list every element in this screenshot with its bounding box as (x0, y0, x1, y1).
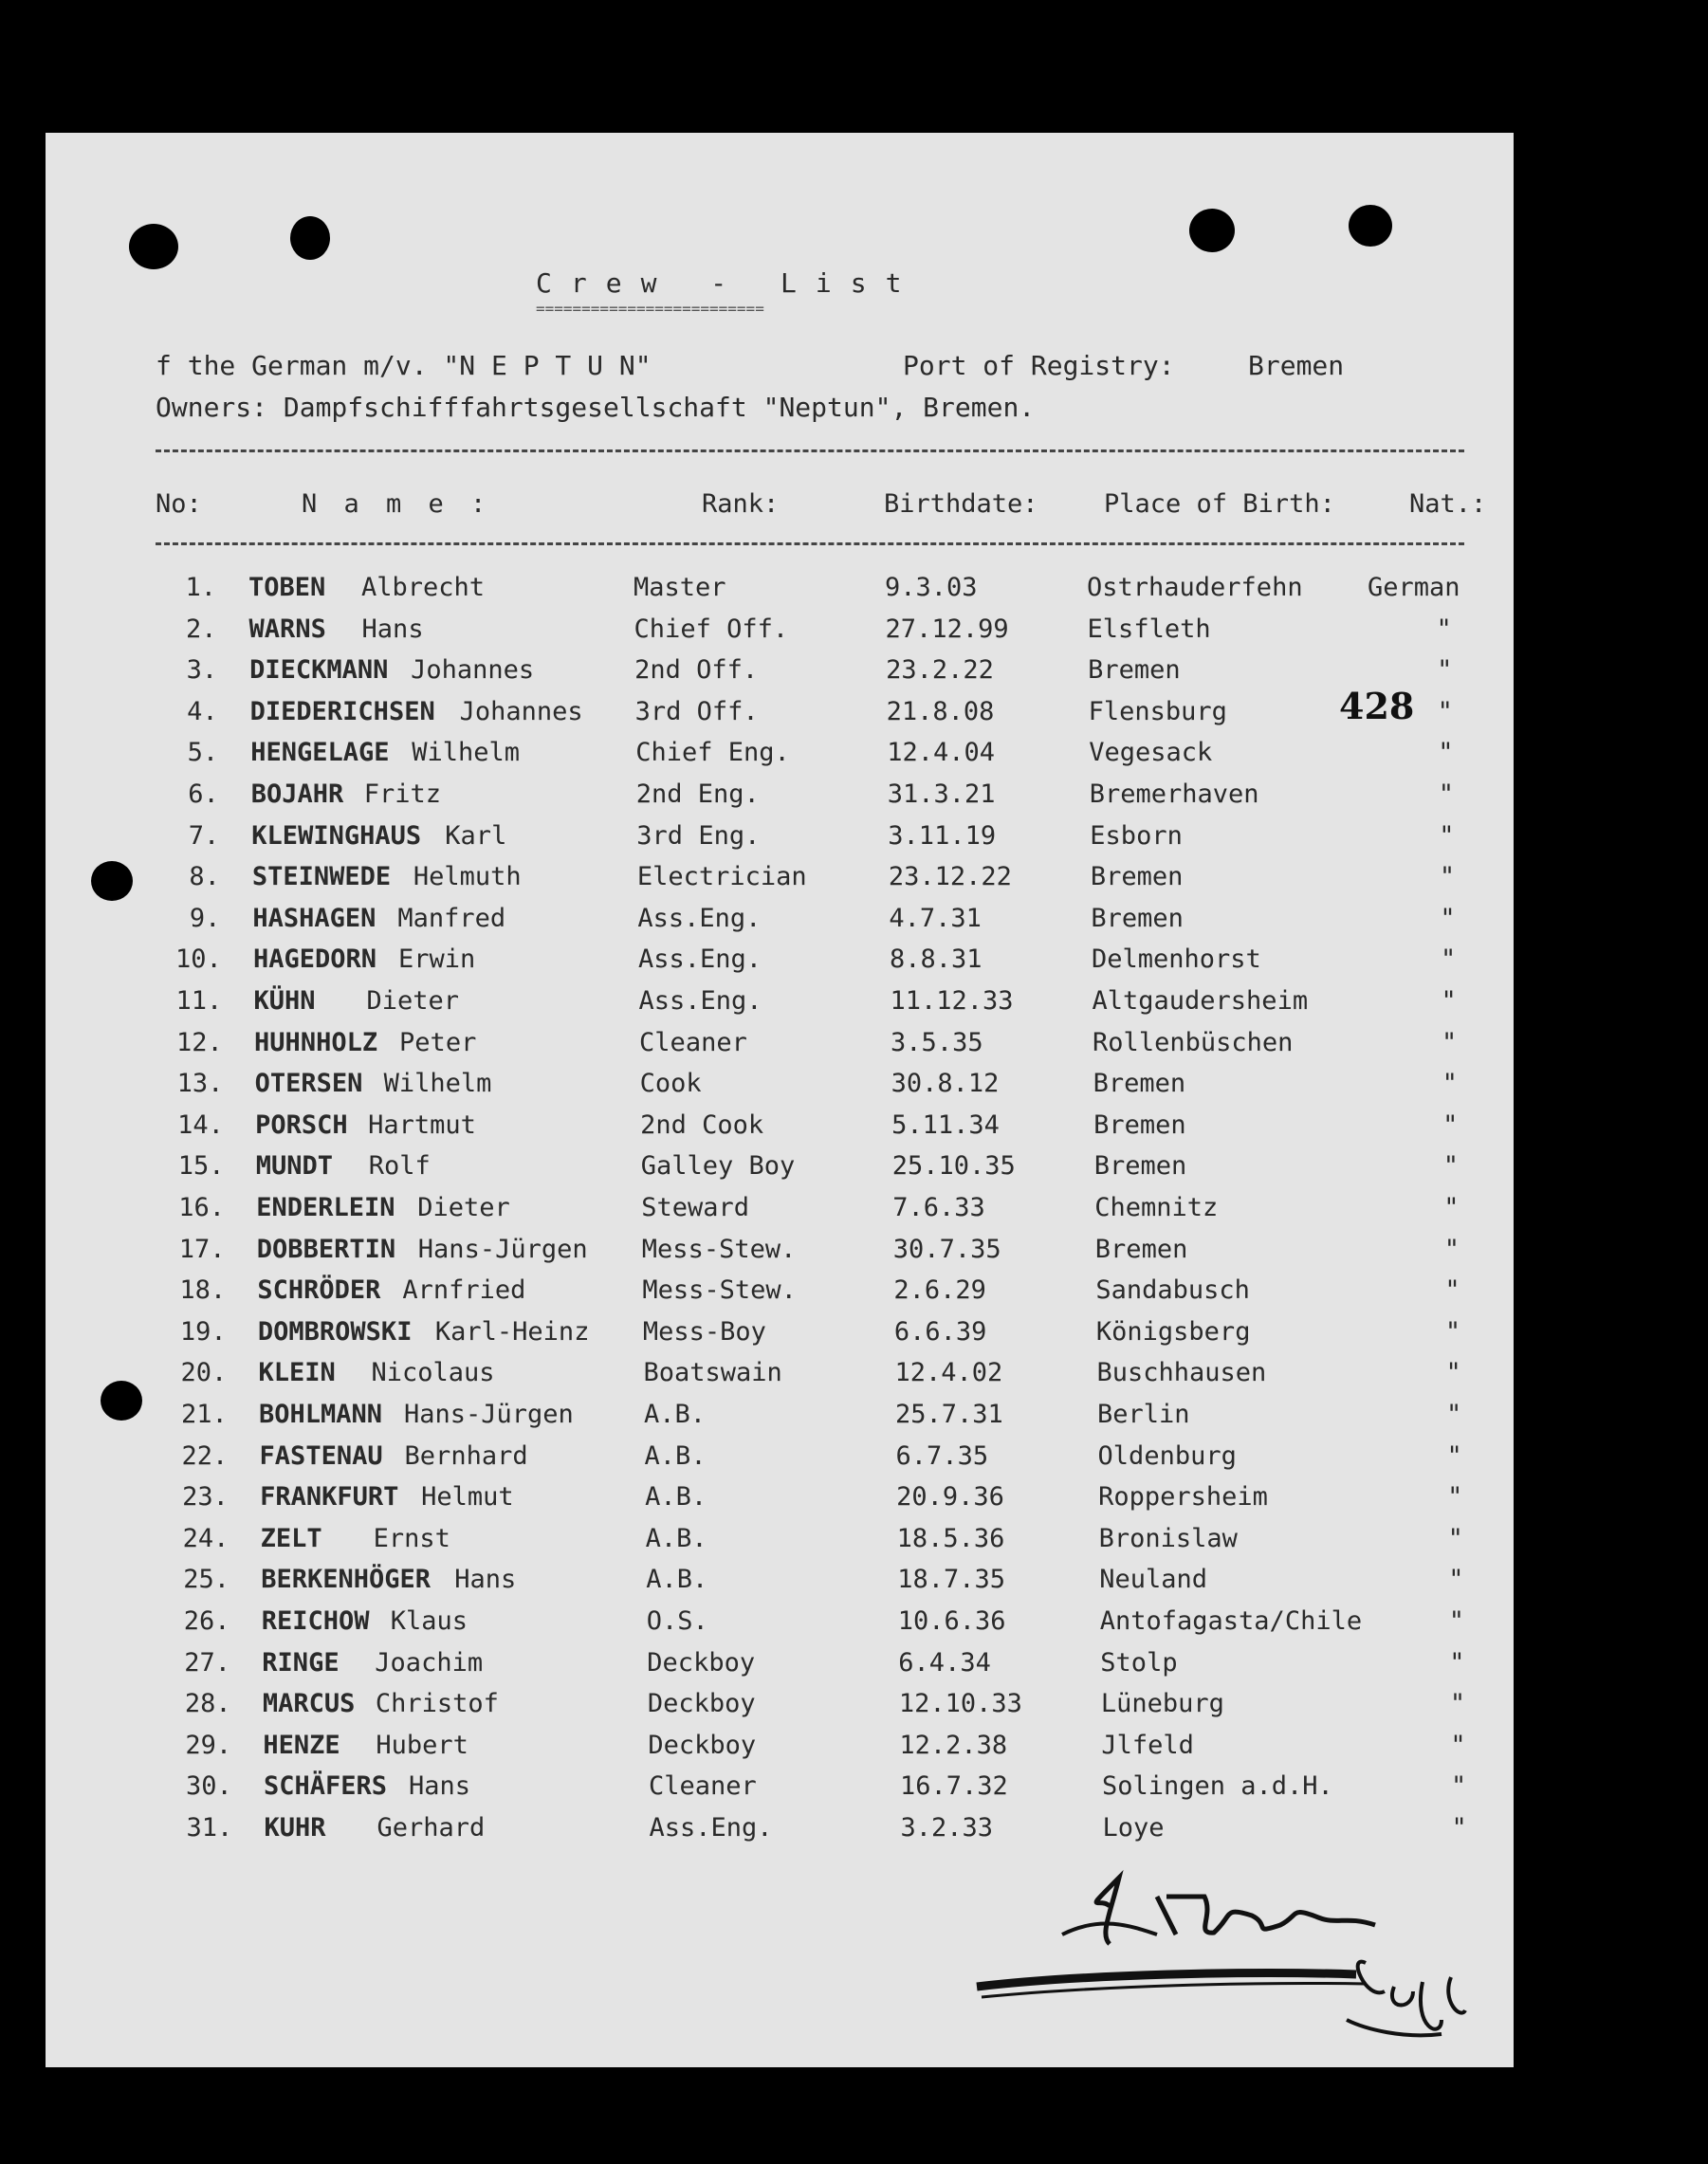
crew-surname: HENZE (263, 1730, 340, 1760)
row-number: 17. (178, 1234, 226, 1264)
crew-rank: 2nd Off. (634, 655, 759, 686)
row-number: 22. (181, 1440, 229, 1471)
crew-place-of-birth: Stolp (1100, 1647, 1178, 1678)
row-number: 23. (182, 1482, 229, 1513)
crew-place-of-birth: Bremerhaven (1089, 779, 1259, 809)
crew-birthdate: 5.11.34 (891, 1110, 1000, 1140)
crew-rank: Mess-Stew. (642, 1275, 797, 1306)
crew-surname: HENGELAGE (250, 738, 390, 768)
table-row (0, 904, 1708, 945)
crew-given-name: Christof (375, 1689, 499, 1719)
table-row (0, 697, 1708, 739)
table-row (0, 573, 1708, 614)
crew-birthdate: 9.3.03 (885, 573, 978, 602)
crew-birthdate: 23.12.22 (888, 862, 1012, 892)
table-row (0, 1275, 1708, 1317)
crew-birthdate: 30.8.12 (891, 1069, 1000, 1099)
crew-place-of-birth: Esborn (1090, 820, 1183, 851)
crew-rank: A.B. (644, 1400, 707, 1429)
crew-rank: Cook (639, 1069, 702, 1099)
crew-birthdate: 12.4.04 (887, 738, 995, 768)
row-number: 15. (177, 1151, 225, 1182)
crew-given-name: Johannes (411, 655, 535, 686)
crew-birthdate: 6.4.34 (898, 1647, 991, 1678)
vessel-line: f the German m/v. "N E P T U N" (156, 350, 652, 381)
crew-given-name: Gerhard (376, 1813, 486, 1843)
crew-birthdate: 3.5.35 (891, 1027, 983, 1057)
crew-given-name: Hans-Jürgen (417, 1234, 588, 1264)
crew-surname: BERKENHÖGER (261, 1565, 431, 1595)
column-header-name: N a m e : (302, 489, 492, 519)
crew-rank: Cleaner (639, 1027, 747, 1057)
crew-given-name: Ernst (373, 1523, 450, 1553)
crew-birthdate: 12.10.33 (898, 1689, 1022, 1719)
crew-birthdate: 25.7.31 (895, 1400, 1003, 1429)
crew-rank: Master (634, 573, 726, 602)
table-row (0, 1441, 1708, 1483)
crew-birthdate: 8.8.31 (889, 944, 983, 975)
crew-nationality: " (1449, 1689, 1466, 1719)
stamp-number: 428 (1339, 685, 1415, 727)
table-row (0, 1648, 1708, 1690)
crew-place-of-birth: Sandabusch (1095, 1275, 1250, 1306)
table-row (0, 614, 1708, 656)
crew-birthdate: 4.7.31 (889, 903, 982, 933)
punch-hole (290, 216, 330, 260)
crew-birthdate: 6.7.35 (895, 1440, 989, 1471)
table-row (0, 821, 1708, 863)
row-number: 13. (176, 1069, 224, 1099)
table-row (0, 1235, 1708, 1276)
crew-surname: OTERSEN (254, 1069, 363, 1099)
crew-given-name: Fritz (363, 779, 442, 809)
crew-place-of-birth: Solingen a.d.H. (1101, 1771, 1333, 1802)
table-row (0, 1731, 1708, 1772)
crew-nationality: " (1448, 1606, 1465, 1636)
table-row (0, 1400, 1708, 1441)
crew-rank: Boatswain (643, 1358, 782, 1388)
row-number: 20. (180, 1358, 228, 1388)
crew-nationality: " (1442, 1110, 1459, 1140)
table-row (0, 1151, 1708, 1193)
table-row (0, 738, 1708, 779)
crew-nationality: " (1442, 1027, 1458, 1057)
crew-birthdate: 27.12.99 (885, 614, 1009, 644)
crew-surname: REICHOW (261, 1606, 370, 1636)
punch-hole (1349, 205, 1392, 247)
document-title: Crew - List (536, 267, 921, 299)
crew-given-name: Hans (361, 614, 424, 644)
table-row (0, 1606, 1708, 1648)
crew-nationality: " (1449, 1647, 1465, 1678)
row-number: 16. (178, 1193, 226, 1222)
table-row (0, 1028, 1708, 1070)
table-row (0, 1689, 1708, 1731)
crew-place-of-birth: Oldenburg (1097, 1440, 1237, 1471)
crew-surname: BOJAHR (250, 779, 344, 809)
crew-rank: Ass.Eng. (638, 986, 762, 1016)
crew-birthdate: 30.7.35 (892, 1234, 1001, 1264)
crew-given-name: Nicolaus (371, 1358, 495, 1388)
crew-rank: O.S. (646, 1606, 708, 1636)
table-row (0, 1813, 1708, 1855)
crew-nationality: " (1447, 1523, 1463, 1553)
crew-nationality: " (1442, 1151, 1459, 1182)
crew-nationality: " (1450, 1730, 1466, 1760)
crew-place-of-birth: Vegesack (1089, 738, 1213, 768)
registry-value: Bremen (1248, 350, 1345, 381)
crew-surname: FASTENAU (259, 1440, 383, 1471)
crew-given-name: Dieter (366, 986, 460, 1016)
crew-place-of-birth: Loye (1102, 1813, 1165, 1843)
crew-birthdate: 3.11.19 (888, 820, 997, 851)
row-number: 14. (177, 1110, 224, 1140)
row-number: 19. (179, 1316, 227, 1347)
crew-place-of-birth: Königsberg (1095, 1316, 1251, 1347)
table-row (0, 1317, 1708, 1359)
crew-place-of-birth: Altgaudersheim (1092, 986, 1309, 1016)
punch-hole (1189, 209, 1235, 252)
crew-place-of-birth: Bronislaw (1098, 1523, 1238, 1553)
crew-nationality: " (1442, 1069, 1458, 1099)
punch-hole (129, 224, 178, 269)
table-row (0, 1193, 1708, 1235)
crew-place-of-birth: Flensburg (1088, 696, 1227, 726)
table-row (0, 1482, 1708, 1524)
divider (156, 449, 1464, 452)
crew-given-name: Rolf (368, 1151, 431, 1182)
table-row (0, 779, 1708, 821)
divider (156, 542, 1464, 545)
table-row (0, 1565, 1708, 1606)
crew-nationality: " (1450, 1771, 1467, 1802)
crew-surname: MARCUS (262, 1689, 356, 1719)
crew-place-of-birth: Jlfeld (1101, 1730, 1194, 1760)
crew-given-name: Helmuth (413, 862, 522, 892)
crew-given-name: Joachim (375, 1647, 484, 1678)
row-number: 29. (185, 1730, 232, 1760)
crew-rank: Ass.Eng. (649, 1813, 773, 1843)
column-header-no: No: (156, 489, 202, 519)
crew-rank: Deckboy (647, 1689, 756, 1719)
crew-place-of-birth: Roppersheim (1098, 1482, 1268, 1513)
crew-nationality: " (1440, 903, 1456, 933)
title-underline: ========================= (536, 300, 764, 318)
crew-birthdate: 6.6.39 (893, 1316, 987, 1347)
row-number: 9. (189, 903, 221, 933)
crew-place-of-birth: Bremen (1093, 1110, 1186, 1140)
crew-given-name: Hans-Jürgen (404, 1400, 574, 1429)
table-row (0, 1110, 1708, 1152)
crew-nationality: " (1438, 738, 1454, 768)
crew-surname: KLEWINGHAUS (251, 820, 422, 851)
registry-label: Port of Registry: (903, 350, 1175, 381)
crew-rank: Ass.Eng. (637, 944, 762, 975)
crew-place-of-birth: Buschhausen (1096, 1358, 1267, 1388)
crew-rank: Galley Boy (640, 1151, 796, 1182)
crew-nationality: " (1447, 1482, 1463, 1513)
crew-place-of-birth: Bremen (1090, 862, 1184, 892)
crew-birthdate: 11.12.33 (890, 986, 1014, 1016)
crew-rank: Deckboy (648, 1730, 757, 1760)
crew-surname: ENDERLEIN (256, 1193, 395, 1222)
column-header-nat: Nat.: (1409, 489, 1487, 519)
crew-given-name: Karl-Heinz (434, 1316, 590, 1347)
crew-birthdate: 21.8.08 (886, 696, 995, 726)
row-number: 31. (186, 1813, 233, 1843)
crew-birthdate: 18.7.35 (897, 1565, 1005, 1595)
crew-rank: Cleaner (648, 1771, 757, 1802)
crew-given-name: Wilhelm (412, 738, 520, 768)
crew-place-of-birth: Elsfleth (1087, 614, 1211, 644)
crew-place-of-birth: Bremen (1094, 1234, 1188, 1264)
table-row (0, 1524, 1708, 1566)
crew-birthdate: 23.2.22 (886, 655, 994, 686)
crew-nationality: " (1441, 986, 1457, 1016)
crew-birthdate: 12.2.38 (899, 1730, 1008, 1760)
crew-given-name: Helmut (421, 1482, 514, 1513)
crew-place-of-birth: Antofagasta/Chile (1099, 1606, 1363, 1636)
crew-surname: DIECKMANN (249, 655, 389, 686)
row-number: 11. (175, 986, 223, 1016)
crew-surname: KUHR (264, 1813, 326, 1843)
crew-birthdate: 18.5.36 (896, 1523, 1005, 1553)
crew-nationality: " (1444, 1316, 1461, 1347)
row-number: 25. (183, 1565, 230, 1595)
crew-surname: HAGEDORN (252, 944, 376, 975)
crew-place-of-birth: Bremen (1091, 903, 1184, 933)
crew-nationality: " (1438, 779, 1455, 809)
row-number: 2. (186, 614, 217, 644)
crew-surname: DOMBROWSKI (257, 1316, 413, 1347)
crew-place-of-birth: Rollenbüschen (1093, 1027, 1294, 1057)
crew-rank: Mess-Stew. (641, 1234, 797, 1264)
row-number: 27. (184, 1647, 231, 1678)
crew-rank: A.B. (644, 1440, 707, 1471)
row-number: 12. (176, 1027, 223, 1057)
crew-nationality: " (1437, 696, 1453, 726)
crew-nationality: German (1368, 573, 1460, 602)
crew-place-of-birth: Delmenhorst (1091, 944, 1261, 975)
crew-birthdate: 25.10.35 (891, 1151, 1016, 1182)
table-row (0, 1771, 1708, 1813)
crew-given-name: Karl (445, 820, 507, 851)
row-number: 10. (174, 944, 222, 975)
table-row (0, 944, 1708, 986)
crew-surname: KLEIN (258, 1358, 336, 1388)
crew-surname: ZELT (260, 1523, 322, 1553)
row-number: 30. (185, 1771, 232, 1802)
crew-place-of-birth: Neuland (1099, 1565, 1207, 1595)
crew-surname: KÜHN (253, 986, 316, 1016)
crew-birthdate: 31.3.21 (887, 779, 996, 809)
crew-surname: DIEDERICHSEN (249, 696, 435, 726)
table-row (0, 986, 1708, 1028)
row-number: 26. (183, 1606, 230, 1636)
crew-given-name: Wilhelm (383, 1069, 492, 1099)
row-number: 18. (179, 1275, 227, 1306)
crew-nationality: " (1444, 1275, 1460, 1306)
crew-birthdate: 20.9.36 (896, 1482, 1004, 1513)
crew-surname: BOHLMANN (259, 1400, 383, 1429)
crew-nationality: " (1440, 944, 1457, 975)
crew-rank: Chief Eng. (635, 738, 790, 768)
owners-line: Owners: Dampfschifffahrtsgesellschaft "Neptun", Bremen. (156, 392, 1036, 423)
crew-given-name: Manfred (397, 903, 506, 933)
crew-surname: HUHNHOLZ (254, 1027, 378, 1057)
crew-surname: FRANKFURT (260, 1482, 399, 1513)
crew-given-name: Dieter (417, 1193, 510, 1222)
captain-signature (967, 1859, 1479, 2048)
crew-rank: 2nd Eng. (635, 779, 760, 809)
row-number: 8. (189, 862, 220, 892)
crew-birthdate: 7.6.33 (892, 1193, 985, 1222)
column-header-rank: Rank: (702, 489, 780, 519)
crew-given-name: Hans (454, 1565, 517, 1595)
crew-place-of-birth: Lüneburg (1100, 1689, 1224, 1719)
table-row (0, 1358, 1708, 1400)
crew-rank: Electrician (636, 862, 807, 892)
crew-given-name: Erwin (397, 944, 476, 975)
crew-birthdate: 16.7.32 (899, 1771, 1008, 1802)
crew-place-of-birth: Bremen (1093, 1151, 1187, 1182)
crew-place-of-birth: Bremen (1093, 1069, 1186, 1099)
crew-nationality: " (1451, 1813, 1467, 1843)
crew-rank: A.B. (645, 1523, 707, 1553)
row-number: 28. (184, 1689, 231, 1719)
crew-given-name: Albrecht (361, 573, 486, 602)
row-number: 1. (185, 573, 216, 602)
crew-place-of-birth: Berlin (1097, 1400, 1190, 1429)
crew-rank: A.B. (646, 1565, 708, 1595)
row-number: 6. (188, 779, 219, 809)
crew-nationality: " (1436, 614, 1452, 644)
crew-given-name: Hartmut (368, 1110, 476, 1140)
crew-rank: 3rd Off. (634, 696, 759, 726)
crew-nationality: " (1437, 655, 1453, 686)
crew-surname: SCHRÖDER (257, 1275, 381, 1306)
crew-nationality: " (1446, 1400, 1462, 1429)
crew-rank: 3rd Eng. (636, 820, 761, 851)
row-number: 4. (187, 696, 218, 726)
crew-nationality: " (1439, 862, 1456, 892)
crew-nationality: " (1446, 1440, 1462, 1471)
crew-given-name: Klaus (390, 1606, 468, 1636)
crew-nationality: " (1448, 1565, 1464, 1595)
crew-nationality: " (1445, 1358, 1461, 1388)
crew-surname: STEINWEDE (251, 862, 392, 892)
crew-rank: Chief Off. (634, 614, 789, 644)
crew-given-name: Hubert (376, 1730, 468, 1760)
crew-given-name: Hans (408, 1771, 470, 1802)
row-number: 3. (186, 655, 218, 686)
column-header-birthdate: Birthdate: (884, 489, 1038, 519)
crew-place-of-birth: Bremen (1088, 655, 1181, 686)
crew-given-name: Bernhard (404, 1440, 528, 1471)
table-row (0, 862, 1708, 904)
crew-surname: TOBEN (248, 573, 326, 602)
crew-rank: A.B. (645, 1482, 707, 1513)
crew-surname: MUNDT (255, 1151, 333, 1182)
row-number: 5. (187, 738, 219, 768)
row-number: 21. (181, 1400, 228, 1429)
row-number: 24. (182, 1523, 230, 1553)
crew-place-of-birth: Ostrhauderfehn (1087, 573, 1303, 602)
crew-surname: RINGE (262, 1647, 340, 1678)
crew-surname: WARNS (248, 614, 326, 644)
crew-rank: Ass.Eng. (637, 903, 762, 933)
crew-nationality: " (1443, 1193, 1460, 1222)
crew-rank: Mess-Boy (642, 1316, 766, 1347)
crew-birthdate: 2.6.29 (893, 1275, 986, 1306)
crew-birthdate: 3.2.33 (900, 1813, 994, 1843)
crew-birthdate: 10.6.36 (897, 1606, 1006, 1636)
crew-birthdate: 12.4.02 (894, 1358, 1003, 1388)
crew-surname: SCHÄFERS (263, 1771, 387, 1802)
column-header-place: Place of Birth: (1104, 489, 1335, 519)
row-number: 7. (188, 820, 220, 851)
crew-given-name: Peter (399, 1027, 477, 1057)
crew-surname: DOBBERTIN (256, 1234, 396, 1264)
table-row (0, 1069, 1708, 1110)
crew-given-name: Johannes (459, 696, 583, 726)
table-row (0, 655, 1708, 697)
crew-given-name: Arnfried (402, 1275, 526, 1306)
crew-rank: 2nd Cook (640, 1110, 764, 1140)
crew-surname: HASHAGEN (252, 903, 376, 933)
crew-nationality: " (1443, 1234, 1460, 1264)
crew-place-of-birth: Chemnitz (1094, 1193, 1219, 1222)
crew-rank: Steward (641, 1193, 750, 1222)
crew-surname: PORSCH (255, 1110, 348, 1140)
crew-nationality: " (1439, 820, 1455, 851)
crew-rank: Deckboy (647, 1647, 756, 1678)
